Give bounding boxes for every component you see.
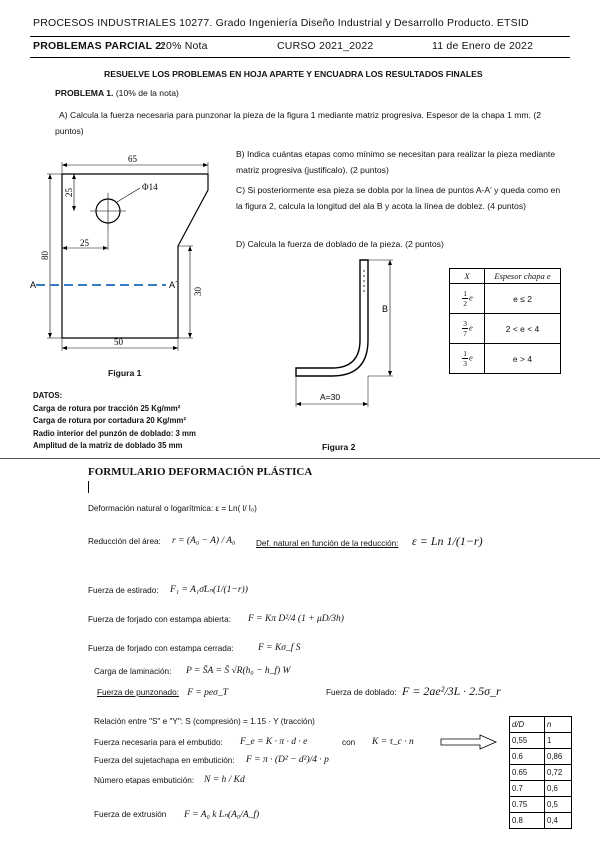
formula-def-red-label: Def. natural en función de la reducción:: [256, 539, 399, 548]
dD-value: 0.7: [510, 781, 545, 797]
formula-punzonado-row: [97, 688, 228, 698]
formula-forjado-abierta-eq: F = Kπ D²/4 (1 + μD/3h): [248, 614, 344, 624]
formula-embutido-label: Fuerza necesaria para el embutido:: [94, 738, 223, 747]
formula-doblado-eq: F = 2ae²/3L · 2.5σ_r: [402, 684, 501, 698]
figure-1-drawing: [30, 150, 230, 375]
formula-forjado-cerrada-label: Fuerza de forjado con estampa cerrada:: [88, 644, 234, 653]
thickness-condition: 2 < e < 4: [485, 314, 561, 344]
formula-doblado-label: Fuerza de doblado:: [326, 688, 397, 697]
n-value: 0,72: [545, 765, 572, 781]
n-value: 0,6: [545, 781, 572, 797]
formula-laminacion-eq: P = S̄A = S̄ √R(h₀ − h_f) W: [186, 666, 291, 676]
n-value: 0,86: [545, 749, 572, 765]
dD-value: 0.75: [510, 797, 545, 813]
dim-hole-diameter: Φ14: [142, 182, 158, 192]
instructions: RESUELVE LOS PROBLEMAS EN HOJA APARTE Y ENCUADRA LOS RESULTADOS FINALES: [104, 69, 483, 79]
question-a: A) Calcula la fuerza necesaria para punzonar la pieza de la figura 1 mediante matriz progresiva. Espesor de la chapa 1 mm. (2 puntos): [55, 110, 541, 136]
formula-relacion: Relación entre "S" e "Y": S (compresión) = 1.15 · Y (tracción): [94, 717, 315, 726]
formula-embutido-eq: F_e = K · π · d · e: [240, 737, 308, 747]
exam-title: PROBLEMAS PARCIAL 2:: [33, 40, 165, 52]
formulario-title: FORMULARIO DEFORMACIÓN PLÁSTICA: [88, 466, 313, 478]
dim-50-vertical: 30: [193, 287, 203, 296]
dim-50-horizontal: 50: [114, 337, 123, 347]
question-d: D) Calcula la fuerza de doblado de la pieza. (2 puntos): [236, 239, 444, 249]
n-value: 0,5: [545, 797, 572, 813]
table-row: [510, 797, 572, 813]
formula-con: con: [342, 738, 356, 747]
thickness-table: [449, 268, 561, 374]
question-c: C) Si posteriormente esa pieza se dobla por la línea de puntos A-A' y queda como en la figura 2, calcula la longitud del ala B y acota la línea de doblez. (4 puntos): [236, 185, 561, 211]
datos-line: Carga de rotura por tracción 25 Kg/mm²: [33, 403, 181, 413]
n-value: 1: [545, 733, 572, 749]
exam-date: 11 de Enero de 2022: [432, 40, 534, 52]
table-row: [450, 284, 561, 314]
dim-80: 80: [40, 251, 50, 260]
dD-value: 0.6: [510, 749, 545, 765]
dim-65: 65: [128, 154, 137, 164]
formula-def-natural: Deformación natural o logarítmica: ε = Ln( l/ l₀): [88, 504, 257, 513]
arrow-right-icon: [440, 734, 498, 750]
formula-forjado-abierta-label: Fuerza de forjado con estampa abierta:: [88, 615, 231, 624]
datos-line: Carga de rotura por cortadura 20 Kg/mm²: [33, 416, 186, 425]
formula-laminacion-label: Carga de laminación:: [94, 667, 172, 676]
formula-sujetachapa-eq: F = π · (D² − d²)/4 · p: [246, 755, 329, 765]
table-row: [510, 781, 572, 797]
label-a-prime: A´: [169, 280, 178, 290]
formula-k-eq: K = τ_c · n: [372, 737, 414, 747]
table-row: [450, 344, 561, 374]
table-row: [510, 749, 572, 765]
datos-title: DATOS:: [33, 391, 63, 400]
x-value: $\frac{1}{2}$ e: [450, 284, 485, 314]
n-value: 0,4: [545, 813, 572, 829]
formula-punzonado-label: Fuerza de punzonado:: [97, 688, 179, 697]
formula-sujetachapa-label: Fuerza del sujetachapa en embutición:: [94, 756, 235, 765]
divider: [30, 57, 570, 58]
dD-header: d/D: [510, 717, 545, 733]
text-cursor: [88, 481, 89, 493]
dD-value: 0.65: [510, 765, 545, 781]
dim-25-vertical: 25: [64, 188, 74, 197]
formula-estirado-eq: F₁ = A₁σ̄Lₙ(1/(1−r)): [170, 585, 248, 595]
formula-etapas-eq: N = h / Kd: [204, 775, 245, 785]
part-outline: [62, 174, 208, 338]
problem1-title: PROBLEMA 1.: [55, 88, 114, 98]
table-row: [450, 314, 561, 344]
formula-extrusion-eq: F = A₀ k Lₙ(A₀/A_f): [184, 810, 260, 820]
datos-line: Radio interior del punzón de doblado: 3 mm: [33, 428, 196, 438]
formula-etapas-label: Número etapas embutición:: [94, 776, 195, 785]
label-b: B: [382, 304, 389, 314]
formula-punzonado-eq: F = peσ_T: [187, 688, 228, 698]
formula-extrusion-label: Fuerza de extrusión: [94, 810, 167, 819]
formula-def-red-eq: ε = Ln 1/(1−r): [412, 534, 483, 548]
datos-line: Amplitud de la matriz de doblado 35 mm: [33, 441, 183, 450]
formula-reduccion-eq: r = (A₀ − A) / A₀: [172, 536, 236, 546]
header-line-1: PROCESOS INDUSTRIALES 10277. Grado Ingeniería Diseño Industrial y Desarrollo Producto. ETSID: [33, 17, 529, 29]
table-row: [510, 733, 572, 749]
exam-weight: 20% Nota: [160, 40, 208, 52]
figure-2-drawing: [288, 252, 398, 412]
dD-table: [509, 716, 572, 829]
n-header: n: [545, 717, 572, 733]
thickness-condition: e ≤ 2: [485, 284, 561, 314]
formula-reduccion-label: Reducción del área:: [88, 537, 161, 546]
question-b: B) Indica cuántas etapas como mínimo se necesitan para realizar la pieza mediante matriz progresiva (justificalo). (2 puntos): [236, 149, 556, 175]
bent-part-profile: [296, 260, 368, 376]
problem1-heading: [55, 88, 179, 98]
x-value: $\frac{1}{3}$ e: [450, 344, 485, 374]
dD-value: 0,55: [510, 733, 545, 749]
table-row: [510, 765, 572, 781]
figure-2-caption: Figura 2: [322, 442, 356, 452]
course-label: CURSO 2021_2022: [277, 40, 374, 52]
thickness-table-header-e: Espesor chapa e: [485, 269, 561, 284]
problem1-weight: (10% de la nota): [115, 88, 179, 98]
label-a: A: [30, 280, 37, 290]
datos-block: [33, 390, 196, 453]
dim-25-horizontal: 25: [80, 238, 89, 248]
dD-value: 0.8: [510, 813, 545, 829]
thickness-condition: e > 4: [485, 344, 561, 374]
thickness-table-header-x: X: [450, 269, 485, 284]
formula-estirado-label: Fuerza de estirado:: [88, 586, 159, 595]
divider: [30, 36, 570, 37]
figure-1-caption: Figura 1: [108, 368, 142, 378]
x-value: $\frac{3}{7}$ e: [450, 314, 485, 344]
table-row: [510, 717, 572, 733]
formula-forjado-cerrada-eq: F = Kσ_f S: [258, 643, 301, 653]
table-row: [510, 813, 572, 829]
label-a30: A=30: [320, 392, 341, 402]
divider: [0, 458, 600, 459]
